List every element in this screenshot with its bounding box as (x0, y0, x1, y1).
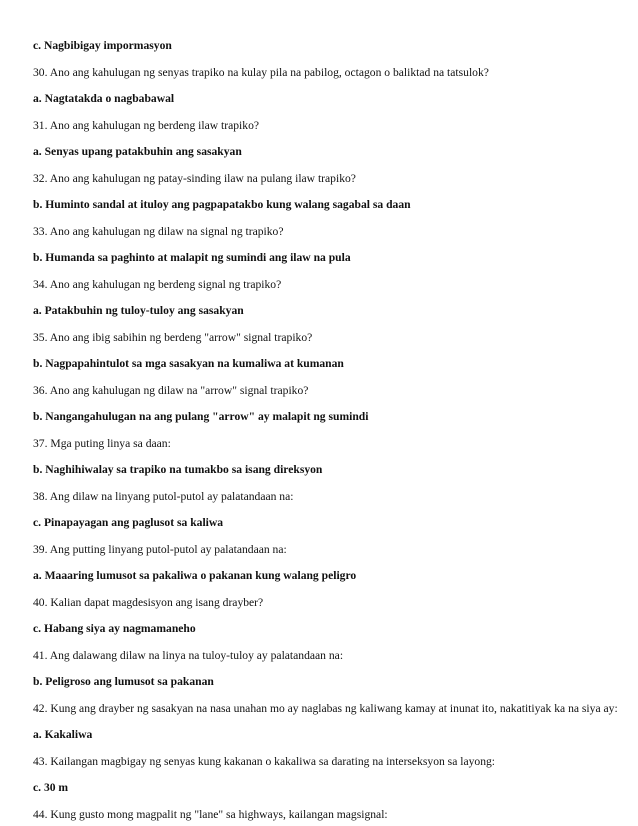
question-line: 32. Ano ang kahulugan ng patay-sinding ilaw na pulang ilaw trapiko? (33, 172, 356, 185)
answer-line: b. Huminto sandal at ituloy ang pagpapatakbo kung walang sagabal sa daan (33, 198, 411, 211)
answer-line: b. Nangangahulugan na ang pulang "arrow" ay malapit ng sumindi (33, 410, 369, 423)
question-line: 31. Ano ang kahulugan ng berdeng ilaw trapiko? (33, 119, 260, 132)
question-line: 37. Mga puting linya sa daan: (33, 437, 171, 450)
question-line: 41. Ang dalawang dilaw na linya na tuloy-tuloy ay palatandaan na: (33, 649, 344, 662)
question-line: 42. Kung ang drayber ng sasakyan na nasa unahan mo ay naglabas ng kaliwang kamay at inunat ito, nakatitiyak ka na siya ay: (33, 702, 618, 715)
question-line: 36. Ano ang kahulugan ng dilaw na "arrow" signal trapiko? (33, 384, 309, 397)
question-line: 39. Ang putting linyang putol-putol ay palatandaan na: (33, 543, 287, 556)
answer-line: b. Naghihiwalay sa trapiko na tumakbo sa isang direksyon (33, 463, 323, 476)
question-line: 33. Ano ang kahulugan ng dilaw na signal ng trapiko? (33, 225, 284, 238)
answer-line: c. Habang siya ay nagmamaneho (33, 622, 196, 635)
answer-line: b. Peligroso ang lumusot sa pakanan (33, 675, 214, 688)
question-line: 34. Ano ang kahulugan ng berdeng signal ng trapiko? (33, 278, 282, 291)
question-line: 40. Kalian dapat magdesisyon ang isang drayber? (33, 596, 264, 609)
answer-line: c. Nagbibigay impormasyon (33, 39, 172, 52)
question-line: 35. Ano ang ibig sabihin ng berdeng "arrow" signal trapiko? (33, 331, 313, 344)
question-line: 30. Ano ang kahulugan ng senyas trapiko na kulay pila na pabilog, octagon o baliktad na tatsulok? (33, 66, 489, 79)
answer-line: a. Maaaring lumusot sa pakaliwa o pakanan kung walang peligro (33, 569, 357, 582)
answer-line: b. Humanda sa paghinto at malapit ng sumindi ang ilaw na pula (33, 251, 351, 264)
answer-line: c. Pinapayagan ang paglusot sa kaliwa (33, 516, 224, 529)
answer-line: b. Nagpapahintulot sa mga sasakyan na kumaliwa at kumanan (33, 357, 344, 370)
answer-line: c. 30 m (33, 781, 69, 794)
question-line: 38. Ang dilaw na linyang putol-putol ay palatandaan na: (33, 490, 294, 503)
answer-line: a. Kakaliwa (33, 728, 93, 741)
question-line: 43. Kailangan magbigay ng senyas kung kakanan o kakaliwa sa darating na interseksyon sa layong: (33, 755, 496, 768)
answer-line: a. Senyas upang patakbuhin ang sasakyan (33, 145, 242, 158)
question-line: 44. Kung gusto mong magpalit ng "lane" sa highways, kailangan magsignal: (33, 808, 388, 821)
answer-line: a. Patakbuhin ng tuloy-tuloy ang sasakyan (33, 304, 244, 317)
answer-line: a. Nagtatakda o nagbabawal (33, 92, 175, 105)
